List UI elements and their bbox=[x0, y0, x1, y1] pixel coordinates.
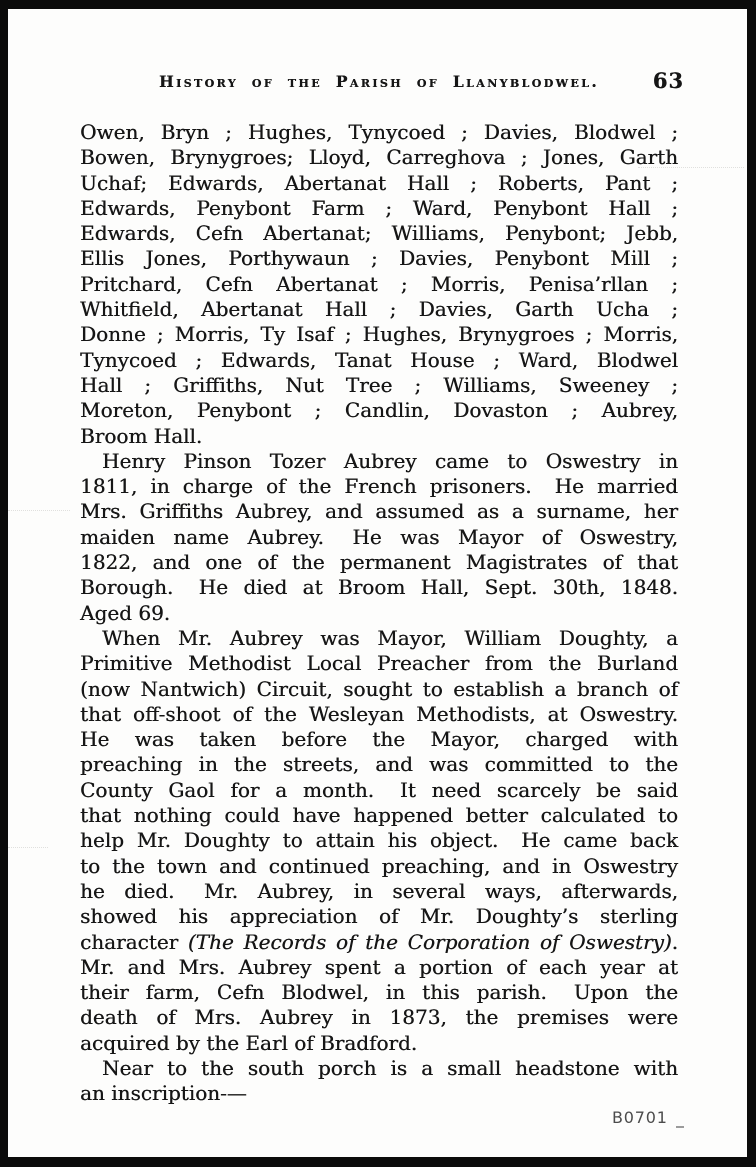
text-line: Borough. He died at Broom Hall, Sept. 30th, 1848. bbox=[80, 575, 678, 600]
text-line: He was taken before the Mayor, charged with bbox=[80, 727, 678, 752]
text-line: Hall ; Griffiths, Nut Tree ; Williams, Sweeney ; bbox=[80, 372, 678, 397]
text-line: 1822, and one of the permanent Magistrates of that bbox=[80, 550, 678, 575]
text-line: their farm, Cefn Blodwel, in this parish. Upon the bbox=[80, 980, 678, 1005]
text-line: Uchaf; Edwards, Abertanat Hall ; Roberts, Pant ; bbox=[80, 170, 678, 195]
text-line: that nothing could have happened better calculated to bbox=[80, 803, 678, 828]
text-line: 1811, in charge of the French prisoners. He married bbox=[80, 474, 678, 499]
text-line: to the town and continued preaching, and in Oswestry bbox=[80, 853, 678, 878]
paragraph bbox=[80, 1056, 678, 1107]
scan-artifact bbox=[638, 167, 744, 168]
text-line: acquired by the Earl of Bradford. bbox=[80, 1030, 418, 1055]
text-line: Moreton, Penybont ; Candlin, Dovaston ; Aubrey, bbox=[80, 398, 678, 423]
text-line: Tynycoed ; Edwards, Tanat House ; Ward, Blodwel bbox=[80, 347, 678, 372]
scan-artifact bbox=[8, 510, 70, 511]
watermark-text: B0701 bbox=[612, 1108, 668, 1127]
paragraph bbox=[80, 449, 678, 626]
text-line: Aged 69. bbox=[80, 600, 171, 625]
paragraph bbox=[80, 120, 678, 449]
text-line: Near to the south porch is a small headstone with bbox=[102, 1055, 678, 1080]
text-line: maiden name Aubrey. He was Mayor of Oswestry, bbox=[80, 524, 678, 549]
text-line: Ellis Jones, Porthywaun ; Davies, Penybont Mill ; bbox=[80, 246, 678, 271]
text-line: When Mr. Aubrey was Mayor, William Doughty, a bbox=[102, 625, 678, 650]
text-line: Broom Hall. bbox=[80, 423, 203, 448]
text-line: Henry Pinson Tozer Aubrey came to Oswestry in bbox=[102, 448, 678, 473]
text-line: Whitfield, Abertanat Hall ; Davies, Garth Ucha ; bbox=[80, 297, 678, 322]
text-line: Bowen, Brynygroes; Lloyd, Carreghova ; Jones, Garth bbox=[80, 145, 678, 170]
page-header bbox=[80, 68, 684, 95]
text-line: Mr. and Mrs. Aubrey spent a portion of each year at bbox=[80, 954, 678, 979]
text-block bbox=[80, 120, 678, 1107]
scan-mark bbox=[676, 1126, 684, 1128]
text-line: death of Mrs. Aubrey in 1873, the premises were bbox=[80, 1005, 678, 1030]
text-line: help Mr. Doughty to attain his object. He came back bbox=[80, 828, 678, 853]
scan-artifact bbox=[8, 847, 48, 848]
text-line: Primitive Methodist Local Preacher from the Burland bbox=[80, 651, 678, 676]
text-line: Edwards, Cefn Abertanat; Williams, Penybont; Jebb, bbox=[80, 221, 678, 246]
text-line: an inscription-— bbox=[80, 1081, 247, 1106]
running-title: History of the Parish of Llanyblodwel. bbox=[159, 72, 599, 91]
text-line: that off-shoot of the Wesleyan Methodists, at Oswestry. bbox=[80, 701, 678, 726]
text-line: Owen, Bryn ; Hughes, Tynycoed ; Davies, Blodwel ; bbox=[80, 120, 678, 144]
text-line: (now Nantwich) Circuit, sought to establish a branch of bbox=[80, 676, 678, 701]
text-line: he died. Mr. Aubrey, in several ways, afterwards, bbox=[80, 878, 678, 903]
text-line: showed his appreciation of Mr. Doughty’s sterling bbox=[80, 904, 678, 929]
text-line: Donne ; Morris, Ty Isaf ; Hughes, Brynygroes ; Morris, bbox=[80, 322, 678, 347]
text-line: County Gaol for a month. It need scarcely be said bbox=[80, 777, 678, 802]
book-page bbox=[8, 9, 747, 1157]
text-line: Edwards, Penybont Farm ; Ward, Penybont Hall ; bbox=[80, 195, 678, 220]
paragraph bbox=[80, 626, 678, 1056]
page-number: 63 bbox=[652, 68, 684, 93]
text-line: Pritchard, Cefn Abertanat ; Morris, Penisa’rllan ; bbox=[80, 271, 678, 296]
text-line: character (The Records of the Corporation of Oswestry). bbox=[80, 929, 679, 954]
text-line: Mrs. Griffiths Aubrey, and assumed as a surname, her bbox=[80, 499, 678, 524]
watermark bbox=[612, 1108, 684, 1128]
text-line: preaching in the streets, and was committed to the bbox=[80, 752, 678, 777]
